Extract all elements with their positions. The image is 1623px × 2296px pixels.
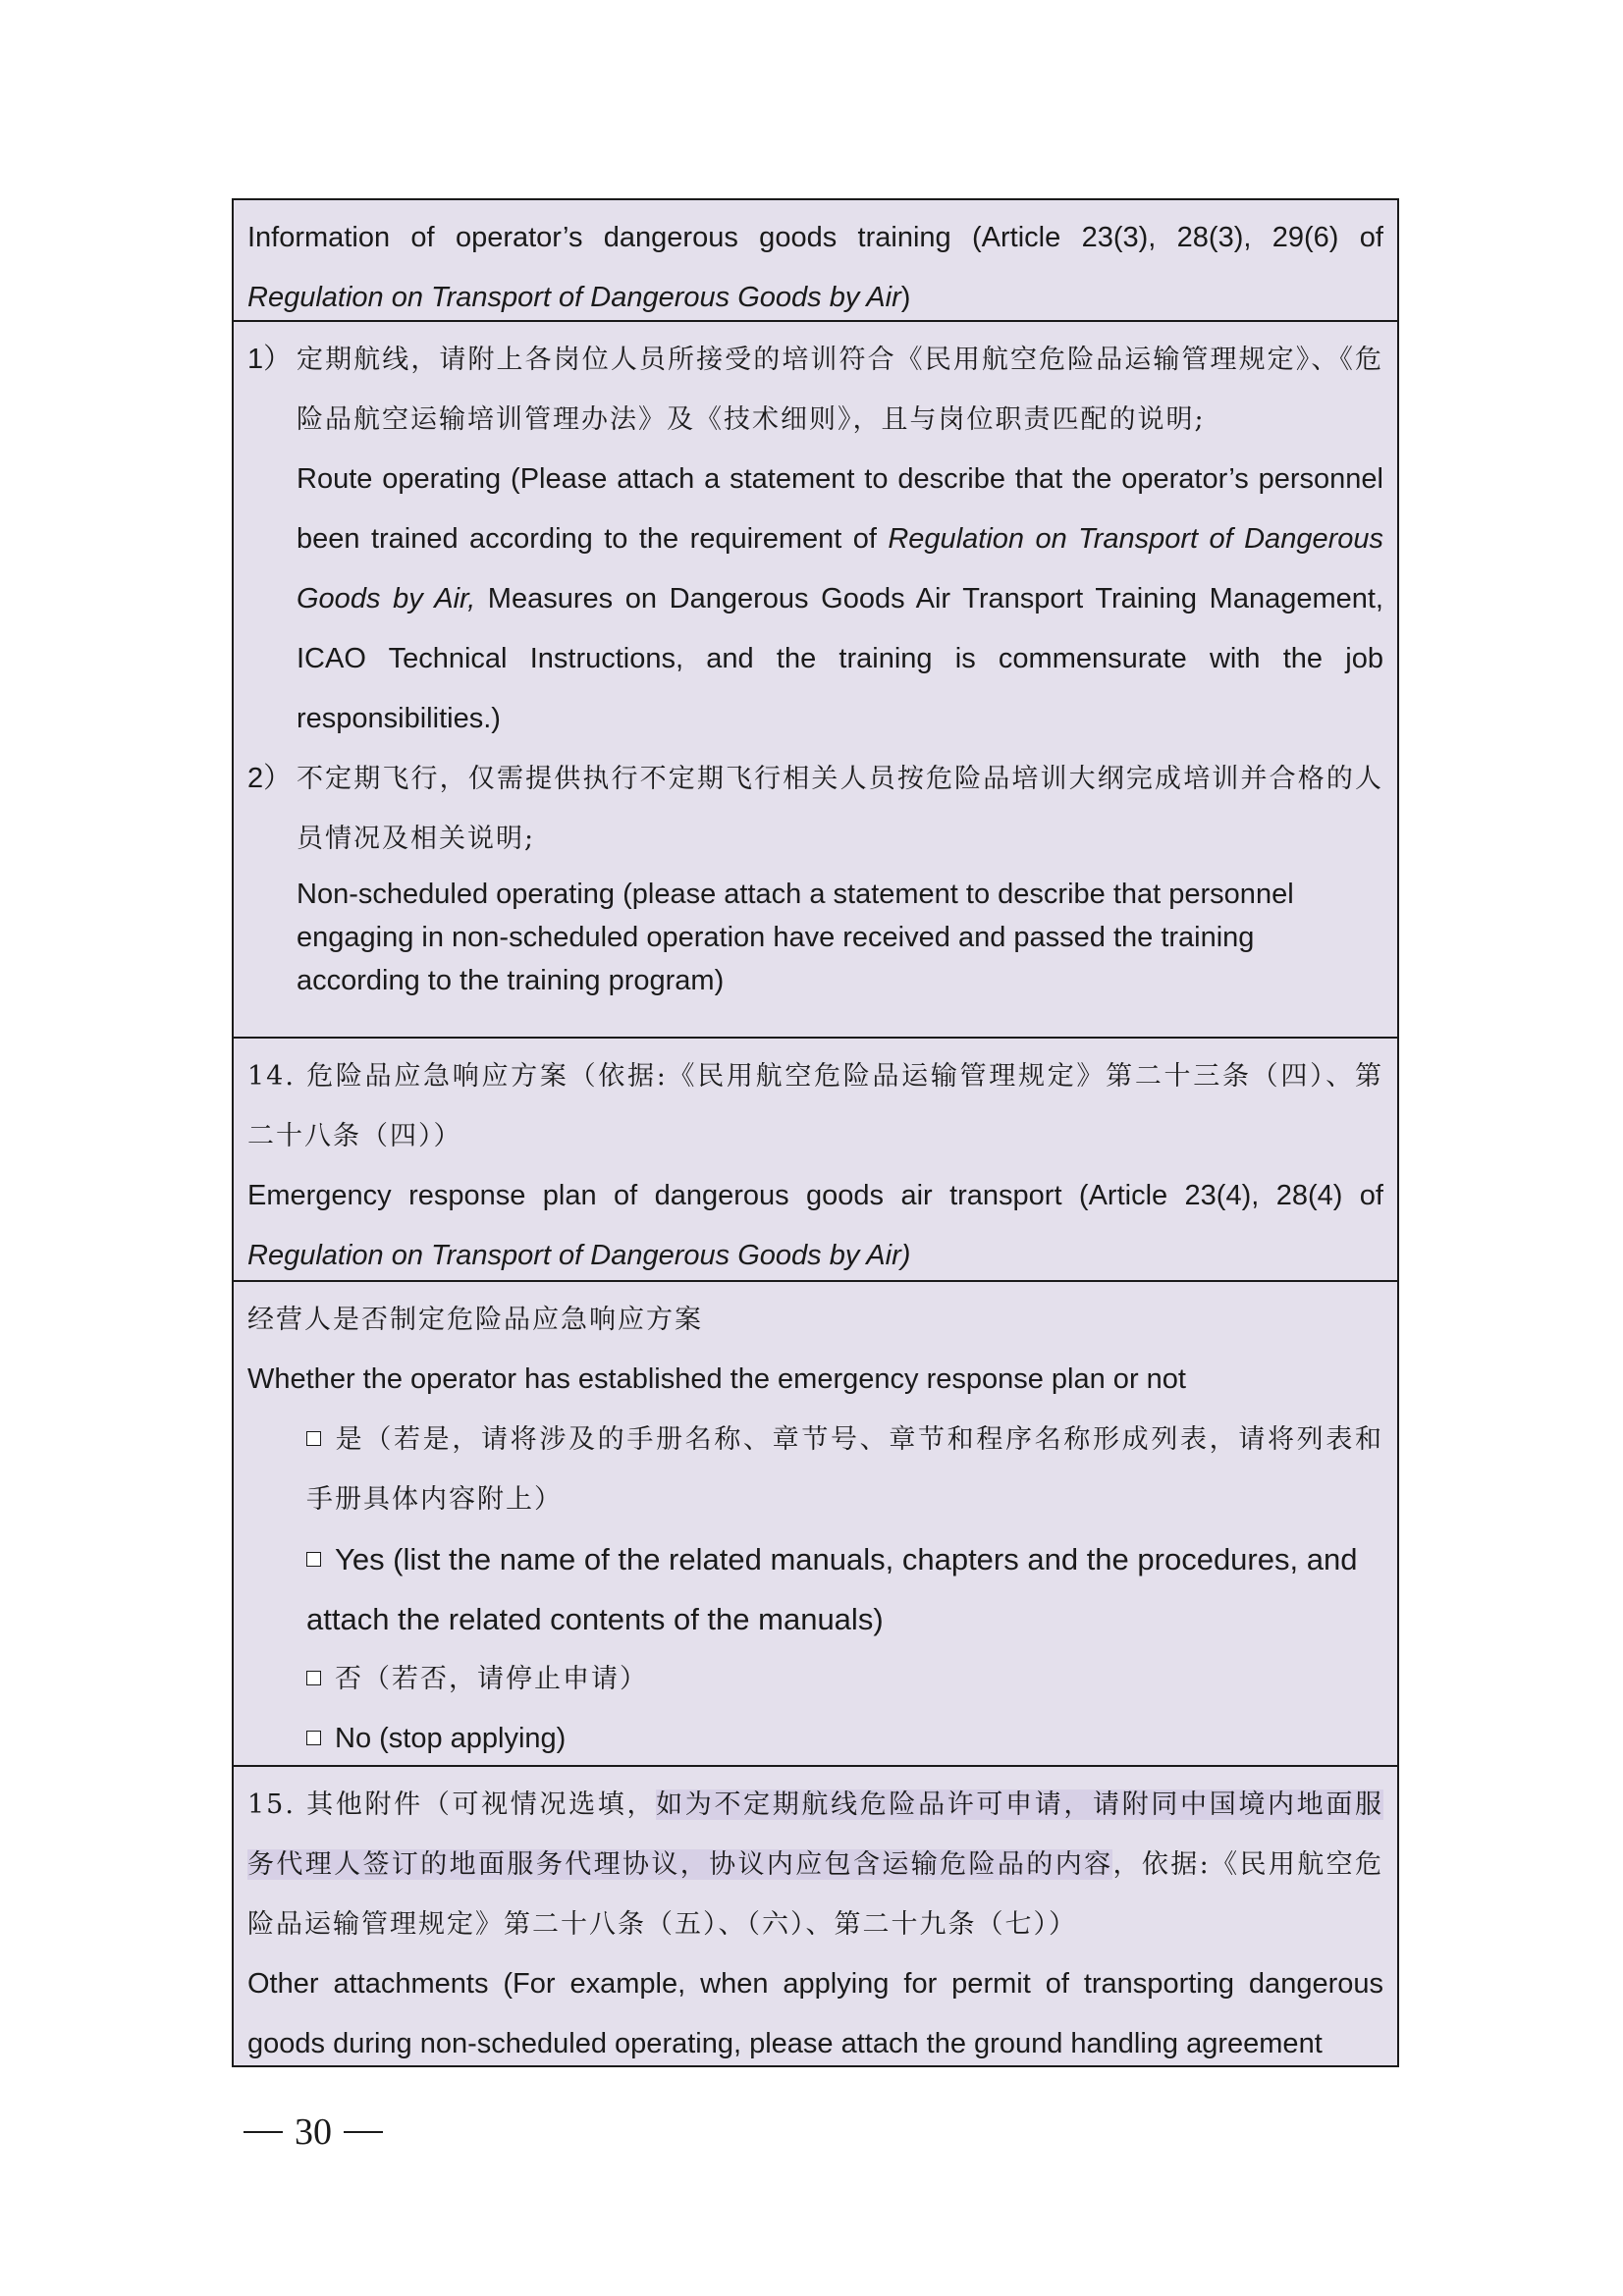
route-operating-item [247, 330, 1383, 749]
no-checkbox-en[interactable] [306, 1731, 321, 1745]
emergency-plan-header-row [234, 1039, 1397, 1282]
other-attachments-row [234, 1767, 1397, 2065]
application-form-table [232, 198, 1399, 2067]
no-option[interactable] [247, 1649, 1383, 1767]
no-label-cn: 否（若否，请停止申请） [335, 1664, 648, 1694]
page-number: 30 [295, 2111, 332, 2153]
question-en: Whether the operator has established the emergency response plan or not [247, 1363, 1186, 1395]
emergency-plan-question-row [234, 1282, 1397, 1767]
other-attachments-cn: 15. 其他附件（可视情况选填，如为不定期航线危险品许可申请，请附同中国境内地面服务代理人签订的地面服务代理协议，协议内应包含运输危险品的内容，依据:《民用航空危险品运输管理规定》第二十八条（五）、（六）、第二十九条（七）） [247, 1789, 1383, 1940]
yes-option[interactable] [247, 1410, 1383, 1649]
emergency-plan-heading-cn: 14. 危险品应急响应方案（依据:《民用航空危险品运输管理规定》第二十三条（四）、第二十八条（四）） [247, 1061, 1383, 1151]
no-checkbox[interactable] [306, 1671, 321, 1685]
non-scheduled-en: Non-scheduled operating (please attach a statement to describe that personnel engaging in non-scheduled operation have received and passed the training according to the training program) [297, 879, 1294, 996]
emergency-plan-heading-en: Emergency response plan of dangerous goods air transport (Article 23(4), 28(4) of Regulation on Transport of Dangerous Goods by Air) [247, 1180, 1383, 1271]
yes-checkbox-en[interactable] [306, 1552, 321, 1567]
route-operating-cn: 定期航线，请附上各岗位人员所接受的培训符合《民用航空危险品运输管理规定》、《危险品航空运输培训管理办法》及《技术细则》，且与岗位职责匹配的说明; [297, 345, 1383, 435]
no-label-en: No (stop applying) [335, 1723, 567, 1754]
non-scheduled-operating-item [247, 749, 1383, 1002]
training-info-heading: Information of operator’s dangerous goods training (Article 23(3), 28(3), 29(6) of Regulation on Transport of Dangerous Goods by Air) [247, 222, 1383, 313]
yes-label-cn: 是（若是，请将涉及的手册名称、章节号、章节和程序名称形成列表，请将列表和手册具体内容附上） [306, 1424, 1383, 1515]
page-footer [243, 2110, 383, 2154]
yes-checkbox[interactable] [306, 1431, 321, 1446]
footer-dash-left [243, 2131, 283, 2133]
route-operating-en: Route operating (Please attach a statement to describe that the operator’s personnel been trained according to the requirement of Regulation on Transport of Dangerous Goods by Air, Measures on Dangerous Goods Air Transport Training Management, ICAO Technical Instructions, and the training is commensurate with the job responsibilities.) [297, 463, 1383, 734]
item-number: 1） [247, 344, 293, 375]
question-cn: 经营人是否制定危险品应急响应方案 [247, 1305, 703, 1335]
non-scheduled-cn: 不定期飞行，仅需提供执行不定期飞行相关人员按危险品培训大纲完成培训并合格的人员情况及相关说明; [297, 764, 1383, 854]
item-number: 2） [247, 763, 293, 794]
footer-dash-right [344, 2131, 383, 2133]
other-attachments-en: Other attachments (For example, when applying for permit of transporting dangerous goods during non-scheduled operating, please attach the ground handling agreement [247, 1968, 1383, 2059]
yes-label-en: Yes (list the name of the related manuals, chapters and the procedures, and attach the related contents of the manuals) [306, 1542, 1358, 1636]
training-info-content-row [234, 322, 1397, 1039]
highlighted-text: 如为不定期航线危险品许可申请，请附同中国境内地面服务代理人签订的地面服务代理协议，协议内应包含运输危险品的内容 [247, 1789, 1383, 1880]
training-info-header-row [234, 200, 1397, 322]
